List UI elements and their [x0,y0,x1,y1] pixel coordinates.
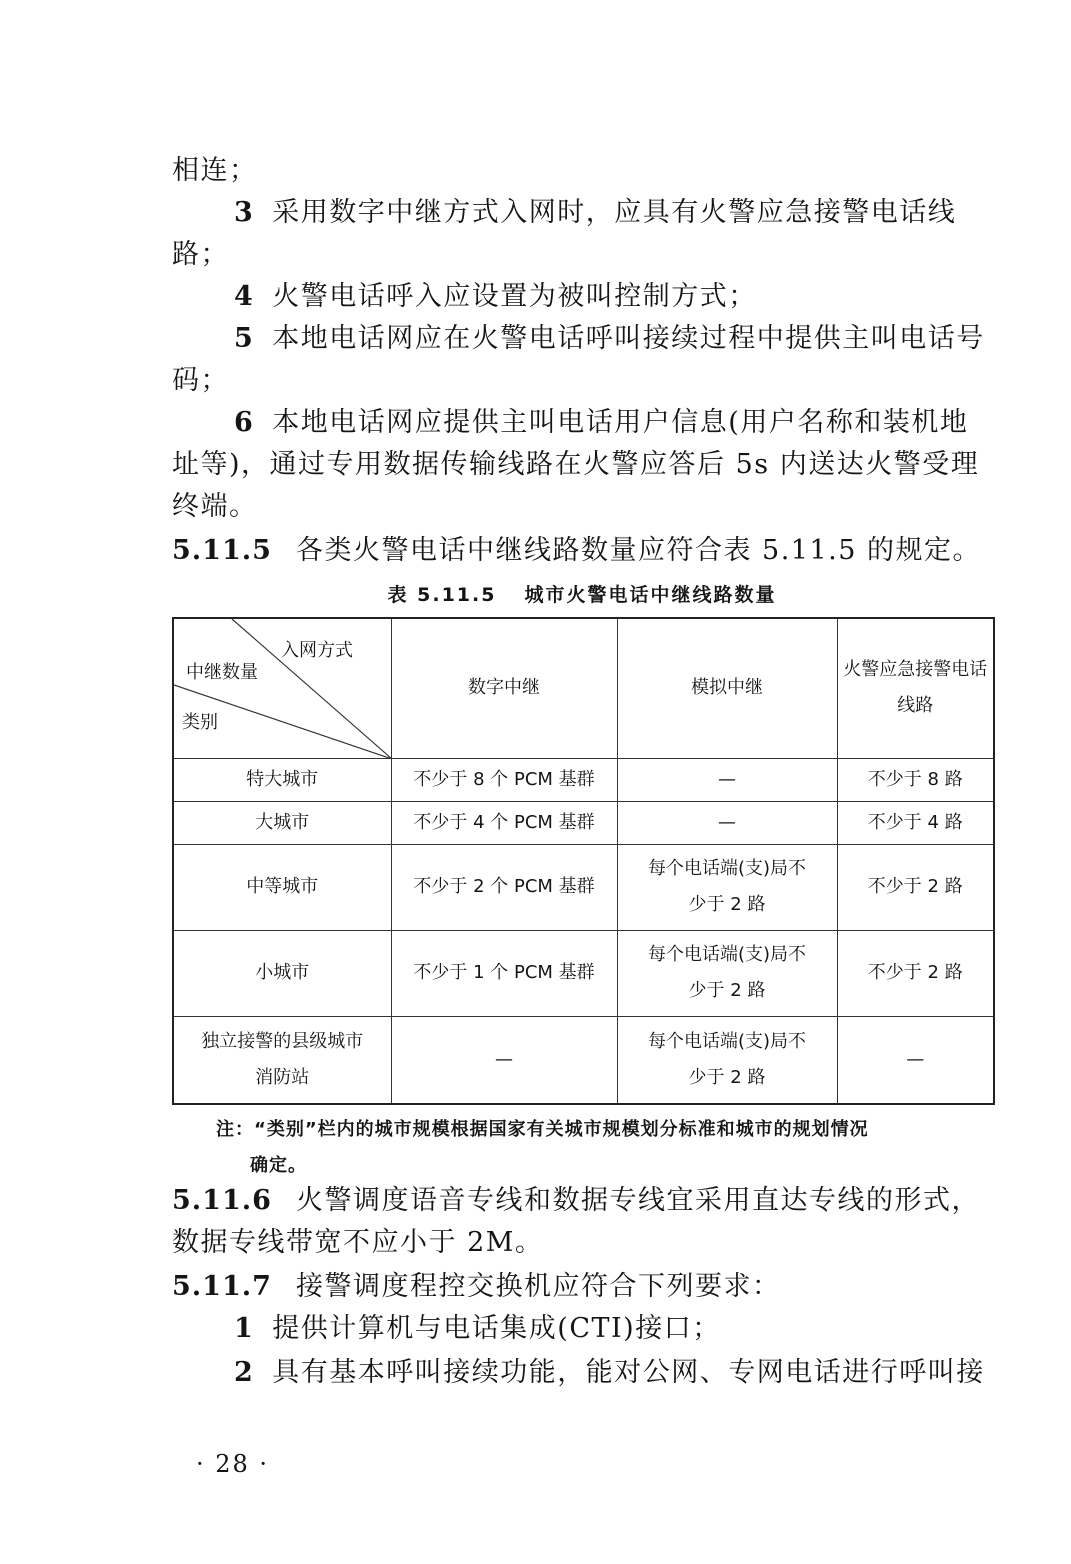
table-row [173,801,994,844]
item-text: 采用数字中继方式入网时，应具有火警应急接警电话线路； [172,197,957,270]
item-text: 具有基本呼叫接续功能，能对公网、专网电话进行呼叫接 [272,1357,985,1388]
row-category: 大城市 [173,801,391,844]
section-5-11-6 [172,1180,992,1264]
paragraph-continuation: 相连； [172,155,258,186]
header-trunk-count: 中继数量 [186,662,258,683]
row-digital: 不少于 1 个 PCM 基群 [391,930,617,1016]
header-entry-method: 入网方式 [281,640,353,661]
row-category: 小城市 [173,930,391,1016]
item-text: 本地电话网应在火警电话呼叫接续过程中提供主叫电话号码； [172,323,985,396]
list-item-6 [172,402,992,528]
row-emergency: 不少于 2 路 [837,930,994,1016]
table-row [173,844,994,930]
row-category: 特大城市 [173,758,391,801]
row-category: 独立接警的县级城市消防站 [173,1016,391,1104]
item-number: 2 [234,1357,255,1388]
row-emergency: — [837,1016,994,1104]
list-item-5 [172,318,992,402]
list-item-4 [172,276,992,318]
section-5-11-7 [172,1266,992,1308]
row-analog: 每个电话端(支)局不少于 2 路 [617,1016,837,1104]
column-header-analog: 模拟中继 [617,618,837,758]
row-analog: — [617,758,837,801]
table-title-text: 城市火警电话中继线路数量 [524,584,777,606]
table-note [216,1112,996,1184]
list-item-2 [172,1352,992,1394]
diagonal-header-cell [173,618,391,758]
section-number: 5.11.5 [172,535,272,566]
column-header-digital: 数字中继 [391,618,617,758]
row-digital: 不少于 2 个 PCM 基群 [391,844,617,930]
row-emergency: 不少于 2 路 [837,844,994,930]
row-analog: 每个电话端(支)局不少于 2 路 [617,930,837,1016]
note-line-1: 注：“类别”栏内的城市规模根据国家有关城市规模划分标准和城市的规划情况 [216,1119,869,1140]
section-text: 各类火警电话中继线路数量应符合表 5.11.5 的规定。 [295,535,981,566]
table-row [173,930,994,1016]
trunk-lines-table [172,617,995,1105]
note-line-2: 确定。 [250,1155,307,1176]
item-number: 6 [234,407,255,438]
header-category: 类别 [182,712,218,733]
item-text: 本地电话网应提供主叫电话用户信息(用户名称和装机地址等)，通过专用数据传输线路在火警应答后 5s 内送达火警受理终端。 [172,407,980,522]
row-emergency: 不少于 4 路 [837,801,994,844]
item-number: 3 [234,197,255,228]
table-title [172,580,992,607]
item-text: 提供计算机与电话集成(CTI)接口； [272,1313,721,1344]
row-analog: — [617,801,837,844]
row-analog: 每个电话端(支)局不少于 2 路 [617,844,837,930]
table-row [173,1016,994,1104]
section-text: 火警调度语音专线和数据专线宜采用直达专线的形式，数据专线带宽不应小于 2M。 [172,1185,980,1258]
row-digital: — [391,1016,617,1104]
page-number: · 28 · [196,1450,270,1478]
table-header-row [173,618,994,758]
item-number: 4 [234,281,255,312]
section-number: 5.11.7 [172,1271,272,1302]
row-digital: 不少于 8 个 PCM 基群 [391,758,617,801]
section-5-11-5 [172,530,992,572]
row-digital: 不少于 4 个 PCM 基群 [391,801,617,844]
column-header-emergency: 火警应急接警电话线路 [837,618,994,758]
table-row [173,758,994,801]
item-number: 1 [234,1313,255,1344]
list-item-3 [172,192,992,276]
item-text: 火警电话呼入应设置为被叫控制方式； [272,281,757,312]
table-number: 表 5.11.5 [387,584,497,606]
section-number: 5.11.6 [172,1185,272,1216]
list-item-1 [172,1308,992,1350]
row-category: 中等城市 [173,844,391,930]
row-emergency: 不少于 8 路 [837,758,994,801]
section-text: 接警调度程控交换机应符合下列要求： [295,1271,781,1302]
item-number: 5 [234,323,255,354]
